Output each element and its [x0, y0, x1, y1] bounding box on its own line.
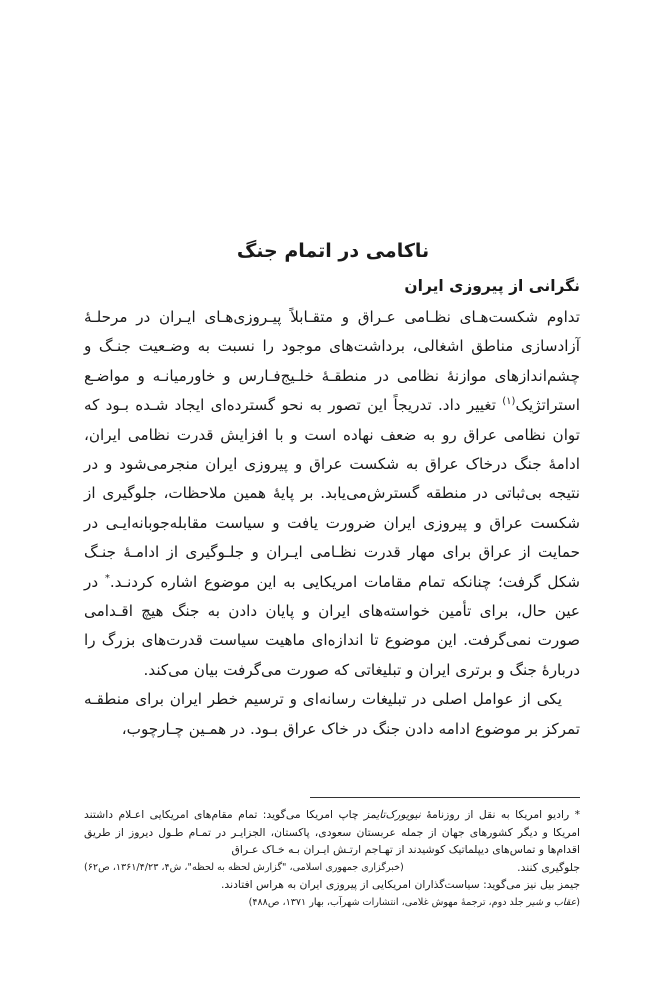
footnote-1-text-b: چاپ امریکا می‌گوید: تمام مقام‌های امریکایی اعـلام داشتند امریکا و دیگر کشورهای جهان از جمله عربستان سعودی، پاکستان، الجزایـر در تمـام طـول دیروز از طریق اقدام‌ها و تماس‌های دیپلماتیک کوشیدند از تهـاجم ارتـش ایـران بـه خـاک عـراق: [84, 808, 580, 857]
footnote-1: [84, 806, 580, 859]
footnote-2-source-rest: جلد دوم، ترجمهٔ مهوش غلامی، انتشارات شهرآب، بهار ۱۳۷۱، ص۴۸۸): [248, 896, 527, 908]
paragraph-1-part-2: تغییر داد. تدریجاً این تصور به نحو گسترده‌ای ایجاد شـده بـود که توان نظامی عراق رو به ضعف نهاده است و با افزایش قدرت نظامی ایران، ادامهٔ جنگ درخاک عراق به شکست عراق و پیروزی ایران منجرمی‌شود و در نتیجه بی‌ثباتی در منطقه گسترش‌می‌یابد. بر پایهٔ همین ملاحظات، جلوگیری از شکست عراق و پیروزی ایران ضرورت یافت و سیاست مقابله‌جوبانه‌ایـی در حمایت از عراق برای مهار قدرت نظـامی ایـران و جلـوگیری از ادامـهٔ جنـگ شکل گرفت؛ چنانکه تمام مقامات امریکایی به این موضوع اشاره کردنـد.: [84, 396, 580, 591]
paragraph-1-part-1: تداوم شکست‌هـای نظـامی عـراق و متقـابلاً پیـروزی‌هـای ایـران در مرحلـهٔ آزادسازی مناطق اشغالی، برداشت‌های موجود را نسبت به وضـعیت جنـگ و چشم‌اندازهای موازنهٔ نظامی در منطقـهٔ خلـیج‌فـارس و خاورمیانـه و مواضـع استراتژیک: [84, 308, 580, 415]
book-title: عقاب و شیر: [526, 896, 577, 908]
footnote-2-source-open: (: [576, 896, 580, 908]
section-heading: نگرانی از پیروزی ایران: [404, 277, 580, 295]
footnote-star-reference: *: [104, 572, 110, 584]
footnote-2-source: [84, 894, 580, 912]
paragraph-1-part-3: در عین حال، برای تأمین خواسته‌های ایران و پایان دادن به جنگ هیچ اقـدامی صورت نمی‌گرفت. این موضوع تا اندازه‌ای ماهیت سیاست قدرت‌های بزرگ را دربارهٔ جنگ و برتری ایران و تبلیغاتی که صورت می‌گرفت بیان می‌کند.: [84, 572, 580, 679]
footnote-divider: [310, 797, 580, 798]
newspaper-name: نیویورک‌تایمز: [364, 808, 421, 821]
footnote-reference-1: (۱): [502, 396, 516, 408]
paragraph-1: [84, 303, 580, 685]
paragraph-2: یکی از عوامل اصلی در تبلیغات رسانه‌ای و ترسیم خطر ایران برای منطقـه تمرکز بر موضوع ادامه دادن جنگ در خاک عراق بـود. در همـین چـارچوب،: [84, 690, 580, 738]
footnote-1-source: (خبرگزاری جمهوری اسلامی، "گزارش لحظه به لحظه"، ش۴، ۱۳۶۱/۴/۲۳، ص۶۲): [84, 861, 404, 873]
footnote-2: جیمز بیل نیز می‌گوید: سیاست‌گذاران امریکایی از پیروزی ایران به هراس افتادند.: [221, 878, 580, 892]
body-text: [84, 303, 580, 744]
footnote-1-last-line: [84, 859, 580, 877]
chapter-title: ناکامی در اتمام جنگ: [236, 240, 430, 262]
footnote-1-end-text: جلوگیری کنند.: [517, 860, 580, 874]
footnotes: [84, 806, 580, 912]
footnote-1-text-a: * رادیو امریکا به نقل از روزنامهٔ: [420, 808, 580, 821]
